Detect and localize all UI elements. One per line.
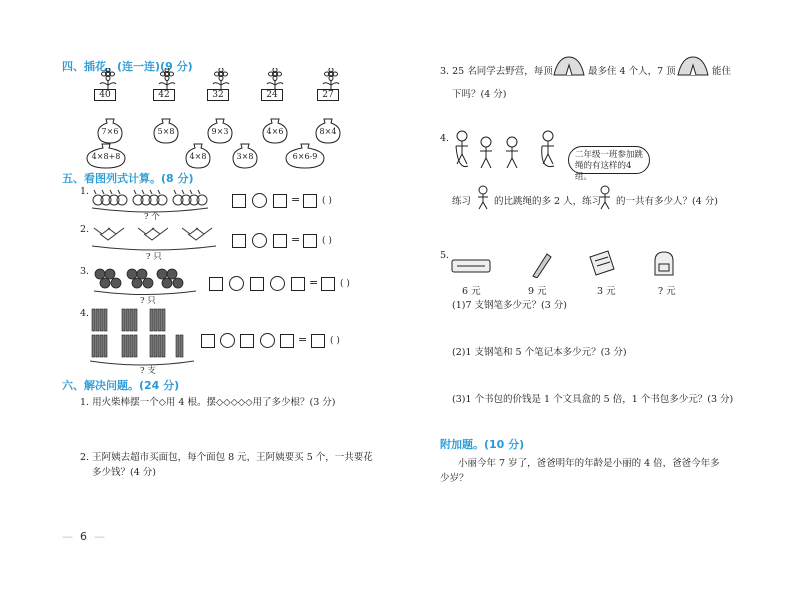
answer-box[interactable] <box>321 277 335 291</box>
flower-number: 42 <box>153 89 175 101</box>
flower-icon <box>319 68 343 90</box>
vase-expression: 5×8 <box>157 127 175 136</box>
answer-box[interactable] <box>240 334 254 348</box>
unit-paren: ( ) <box>322 236 332 246</box>
question-5-2: (2)1 支钢笔和 5 个笔记本多少元？(3 分) <box>452 347 627 358</box>
question-3-mid: 最多住 4 个人，7 顶 <box>588 66 676 77</box>
vase-expression: 7×6 <box>101 127 119 136</box>
answer-box[interactable] <box>201 334 215 348</box>
row1-num: 1. <box>80 186 90 197</box>
answer-box[interactable] <box>273 194 287 208</box>
vase-expression: 9×3 <box>211 127 229 136</box>
answer-box[interactable] <box>303 234 317 248</box>
vase-expression: 4×6 <box>266 127 284 136</box>
unit-paren: ( ) <box>322 196 332 206</box>
equals-sign: = <box>298 333 308 346</box>
vase-expression: 4×8 <box>189 152 207 161</box>
equals-sign: = <box>309 276 319 289</box>
question-2-line2: 多少钱？(4 分) <box>92 467 156 478</box>
answer-box[interactable] <box>209 277 223 291</box>
school-bag-icon <box>652 249 676 277</box>
row2-label: ? 只 <box>146 252 162 262</box>
row4-num: 4. <box>80 308 90 319</box>
question-3-line2: 下吗？(4 分) <box>452 89 507 100</box>
operator-circle[interactable] <box>270 276 285 291</box>
question-4-pre: 练习 <box>452 196 472 207</box>
question-3-pre: 3. 25 名同学去野营，每顶 <box>440 66 553 77</box>
unit-paren: ( ) <box>340 279 350 289</box>
flower-number: 40 <box>94 89 116 101</box>
equals-sign: = <box>291 233 301 246</box>
notebook-icon <box>586 249 616 277</box>
operator-circle[interactable] <box>220 333 235 348</box>
row3-num: 3. <box>80 266 90 277</box>
equals-sign: = <box>291 193 301 206</box>
flower-icon <box>96 68 120 90</box>
children-jumping-rope-icon <box>448 128 568 172</box>
answer-box[interactable] <box>273 234 287 248</box>
page-number: — 6 — <box>62 530 105 543</box>
row3-label: ? 只 <box>140 296 156 306</box>
question-5-1: (1)7 支钢笔多少元？(3 分) <box>452 300 567 311</box>
answer-box[interactable] <box>250 277 264 291</box>
speech-bubble: 二年级一班参加跳绳的有这样的4组。 <box>568 146 650 174</box>
pencil-case-icon <box>451 258 491 274</box>
jump-rope-girl-icon <box>472 184 494 210</box>
price-pencil-case: 6 元 <box>462 286 481 297</box>
question-4-num: 4. <box>440 133 450 144</box>
pencils-group-icon <box>88 305 198 367</box>
price-bag: ? 元 <box>658 286 676 297</box>
bonus-title: 附加题。(10 分) <box>440 438 525 451</box>
flower-icon <box>155 68 179 90</box>
tent-icon <box>676 55 710 77</box>
operator-circle[interactable] <box>252 193 267 208</box>
price-pen: 9 元 <box>528 286 547 297</box>
sunflowers-group-icon <box>90 264 200 296</box>
answer-box[interactable] <box>291 277 305 291</box>
row1-label: ? 个 <box>144 212 160 222</box>
question-5-num: 5. <box>440 250 450 261</box>
pen-icon <box>529 250 553 278</box>
flower-icon <box>263 68 287 90</box>
question-3-post: 能住 <box>712 66 732 77</box>
vase-expression: 3×8 <box>236 152 254 161</box>
answer-box[interactable] <box>311 334 325 348</box>
flower-number: 24 <box>261 89 283 101</box>
flower-icon <box>209 68 233 90</box>
birds-group-icon <box>90 222 218 252</box>
answer-box[interactable] <box>232 194 246 208</box>
unit-paren: ( ) <box>330 336 340 346</box>
row2-num: 2. <box>80 224 90 235</box>
section-5-title: 五、看图列式计算。(8 分) <box>62 172 194 185</box>
jump-rope-girl-icon <box>594 184 616 210</box>
vase-expression: 6×6-9 <box>292 152 318 161</box>
vase-expression: 4×8+8 <box>91 152 121 161</box>
price-notebook: 3 元 <box>597 286 616 297</box>
operator-circle[interactable] <box>260 333 275 348</box>
vase-expression: 8×4 <box>319 127 337 136</box>
answer-box[interactable] <box>303 194 317 208</box>
tent-icon <box>552 55 586 77</box>
answer-box[interactable] <box>232 234 246 248</box>
section-4-title: 四、插花。(连一连)(9 分) <box>62 60 193 73</box>
bonus-line2: 少岁？ <box>440 473 469 484</box>
operator-circle[interactable] <box>252 233 267 248</box>
bonus-line1: 小丽今年 7 岁了，爸爸明年的年龄是小丽的 4 倍，爸爸今年多 <box>458 458 720 469</box>
question-1: 1. 用火柴棒摆一个◇用 4 根。摆◇◇◇◇◇用了多少根？(3 分) <box>80 397 336 408</box>
operator-circle[interactable] <box>229 276 244 291</box>
question-4-mid: 的比跳绳的多 2 人，练习 <box>494 196 602 207</box>
section-6-title: 六、解决问题。(24 分) <box>62 379 180 392</box>
flower-number: 27 <box>317 89 339 101</box>
question-4-post: 的一共有多少人？(4 分) <box>616 196 718 207</box>
question-2-line1: 2. 王阿姨去超市买面包，每个面包 8 元，王阿姨要买 5 个，一共要花 <box>80 452 373 463</box>
flower-number: 32 <box>207 89 229 101</box>
question-5-3: (3)1 个书包的价钱是 1 个文具盒的 5 倍，1 个书包多少元？(3 分) <box>452 394 734 405</box>
row4-label: ? 支 <box>140 366 156 376</box>
answer-box[interactable] <box>280 334 294 348</box>
